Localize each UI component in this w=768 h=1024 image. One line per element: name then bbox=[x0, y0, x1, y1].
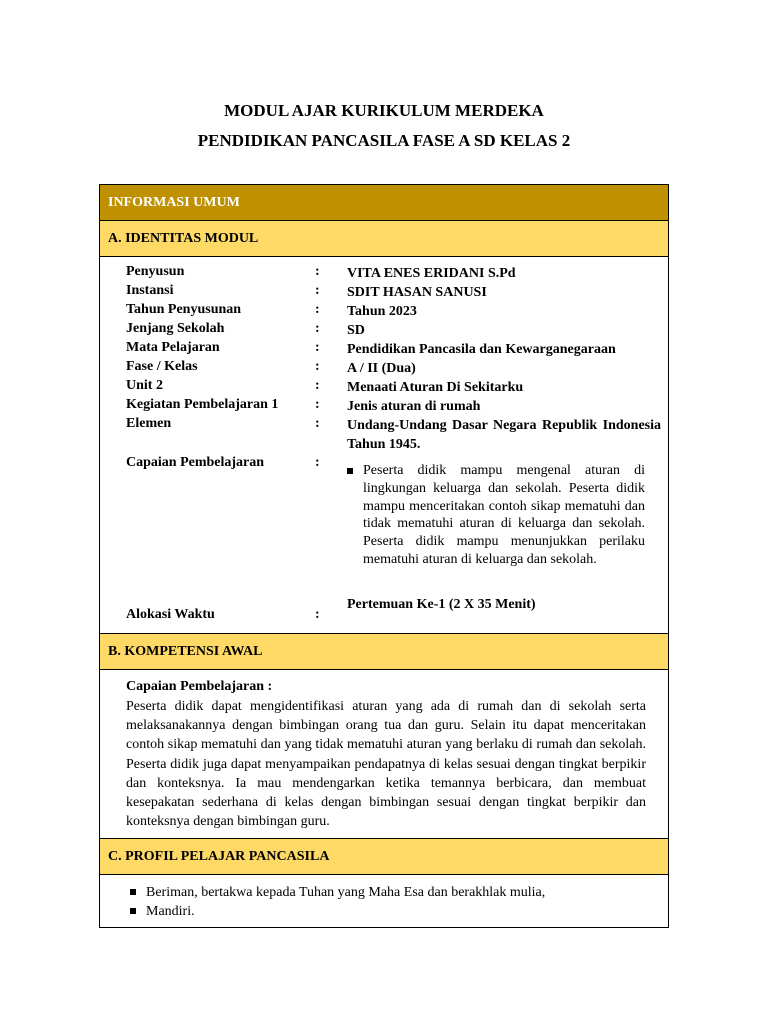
profil-pelajar-section bbox=[100, 875, 668, 927]
list-item-text: Beriman, bertakwa kepada Tuhan yang Maha Esa dan berakhlak mulia, bbox=[146, 885, 546, 900]
field-label: Unit 2 bbox=[126, 378, 163, 393]
profil-list bbox=[130, 883, 545, 921]
capaian-subheading: Capaian Pembelajaran : bbox=[126, 679, 273, 694]
field-colon: : bbox=[315, 378, 320, 393]
field-value: Jenis aturan di rumah bbox=[347, 399, 481, 414]
field-label: Tahun Penyusunan bbox=[126, 302, 242, 317]
kompetensi-body: Peserta didik dapat mengidentifikasi aturan yang ada di rumah dan di sekolah serta melaksanakannya dengan bimbingan orang tua dan guru. Selain itu dapat menceritakan contoh sikap mematuhi dan yang tidak mematuhi aturan yang berlaku di rumah dan sekolah. Peserta didik juga dapat menyampaikan pendapatnya di kelas sesuai dengan tingkat berpikir dan konteksnya. Ia mau mendengarkan ketika temannya berbicara, dan membuat kesepakatan sederhana di kelas dengan bimbingan sesuai dengan tingkat berpikir dan konteksnya dengan bimbingan guru. bbox=[126, 699, 646, 830]
capaian-list bbox=[347, 462, 645, 569]
module-table bbox=[99, 184, 669, 928]
identitas-modul-section bbox=[100, 257, 668, 634]
field-colon: : bbox=[315, 397, 320, 412]
field-value: SD bbox=[347, 323, 365, 338]
bullet-icon bbox=[130, 908, 136, 914]
document-subtitle: PENDIDIKAN PANCASILA FASE A SD KELAS 2 bbox=[197, 131, 571, 150]
field-label: Instansi bbox=[126, 283, 174, 298]
section-b-header: B. KOMPETENSI AWAL bbox=[100, 634, 668, 670]
field-value: A / II (Dua) bbox=[347, 361, 416, 376]
section-a-header: A. IDENTITAS MODUL bbox=[100, 221, 668, 257]
field-value: Menaati Aturan Di Sekitarku bbox=[347, 380, 524, 395]
field-label: Elemen bbox=[126, 416, 172, 431]
field-colon: : bbox=[315, 283, 320, 298]
field-label: Kegiatan Pembelajaran 1 bbox=[126, 397, 279, 412]
capaian-text: Peserta didik mampu mengenal aturan di lingkungan keluarga dan sekolah. Peserta didik mampu menceritakan contoh sikap mematuhi dan tidak mematuhi aturan di keluarga dan sekolah. Peserta didik mampu menunjukkan perilaku mematuhi aturan di keluarga dan sekolah. bbox=[363, 463, 645, 567]
field-value: Tahun 2023 bbox=[347, 304, 417, 319]
list-item bbox=[130, 902, 545, 921]
field-colon: : bbox=[315, 264, 320, 279]
capaian-label: Capaian Pembelajaran bbox=[126, 455, 265, 470]
bullet-icon bbox=[130, 889, 136, 895]
alokasi-label: Alokasi Waktu bbox=[126, 607, 215, 622]
list-item bbox=[130, 883, 545, 902]
field-colon: : bbox=[315, 302, 320, 317]
field-label: Jenjang Sekolah bbox=[126, 321, 225, 336]
field-value: SDIT HASAN SANUSI bbox=[347, 285, 487, 300]
field-value: VITA ENES ERIDANI S.Pd bbox=[347, 266, 516, 281]
kompetensi-awal-section bbox=[100, 670, 668, 839]
field-colon: : bbox=[315, 416, 320, 431]
field-colon: : bbox=[315, 359, 320, 374]
field-label: Mata Pelajaran bbox=[126, 340, 220, 355]
pertemuan-text: Pertemuan Ke-1 (2 X 35 Menit) bbox=[347, 597, 536, 612]
field-colon: : bbox=[315, 455, 320, 470]
informasi-umum-header: INFORMASI UMUM bbox=[100, 185, 668, 221]
list-item-text: Mandiri. bbox=[146, 904, 195, 919]
field-label: Penyusun bbox=[126, 264, 185, 279]
field-colon: : bbox=[315, 607, 320, 622]
field-value: Pendidikan Pancasila dan Kewarganegaraan bbox=[347, 342, 616, 357]
field-value: Undang-Undang Dasar Negara Republik Indonesia Tahun 1945. bbox=[347, 418, 661, 452]
field-colon: : bbox=[315, 340, 320, 355]
field-colon: : bbox=[315, 321, 320, 336]
bullet-icon bbox=[347, 468, 353, 474]
document-title: MODUL AJAR KURIKULUM MERDEKA bbox=[224, 101, 544, 120]
section-c-header: C. PROFIL PELAJAR PANCASILA bbox=[100, 839, 668, 875]
field-label: Fase / Kelas bbox=[126, 359, 198, 374]
